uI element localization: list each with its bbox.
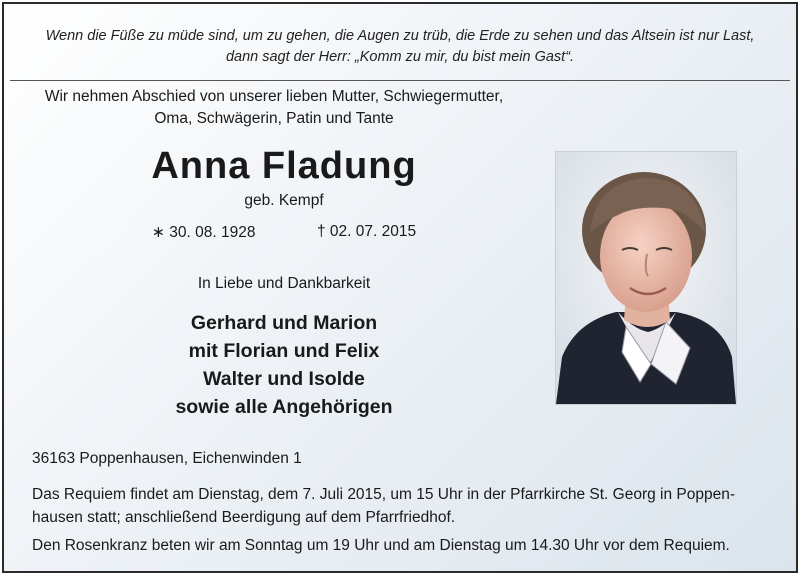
motto-line-2: dann sagt der Herr: „Komm zu mir, du bist mein Gast“.: [225, 49, 575, 65]
intro-line-2: Oma, Schwägerin, Patin und Tante: [154, 110, 394, 127]
birth-name: geb. Kempf: [244, 192, 324, 209]
portrait-illustration: [556, 152, 736, 404]
death-date: † 02. 07. 2015: [317, 223, 417, 240]
portrait-photo: [555, 151, 737, 405]
divider: [10, 80, 790, 81]
mourner-line: Gerhard und Marion: [190, 312, 378, 334]
requiem-line-1: Das Requiem findet am Dienstag, dem 7. Juli 2015, um 15 Uhr in der Pfarrkirche St. Georg in Poppen-: [32, 486, 736, 503]
obituary-notice: [2, 2, 798, 573]
rosary-text: Den Rosenkranz beten wir am Sonntag um 19 Uhr und am Dienstag um 14.30 Uhr vor dem Requiem.: [32, 537, 730, 554]
requiem-line-2: hausen statt; anschließend Beerdigung auf dem Pfarrfriedhof.: [32, 509, 456, 526]
motto-line-1: Wenn die Füße zu müde sind, um zu gehen, die Augen zu trüb, die Erde zu sehen und das Altsein ist nur Last,: [45, 28, 755, 44]
mourner-line: sowie alle Angehörigen: [175, 396, 393, 418]
deceased-name: Anna Fladung: [151, 145, 417, 187]
birth-date: ∗ 30. 08. 1928: [152, 224, 256, 241]
mourners-intro: In Liebe und Dankbarkeit: [197, 275, 371, 292]
intro-line-1: Wir nehmen Abschied von unserer lieben Mutter, Schwiegermutter,: [44, 88, 504, 105]
mourner-line: mit Florian und Felix: [188, 340, 380, 362]
mourner-line: Walter und Isolde: [203, 368, 365, 390]
requiem-text: [32, 483, 782, 529]
motto-quote: [12, 26, 788, 68]
address: 36163 Poppenhausen, Eichenwinden 1: [32, 450, 302, 467]
intro-text: [14, 86, 534, 130]
mourners-list: [34, 309, 534, 421]
